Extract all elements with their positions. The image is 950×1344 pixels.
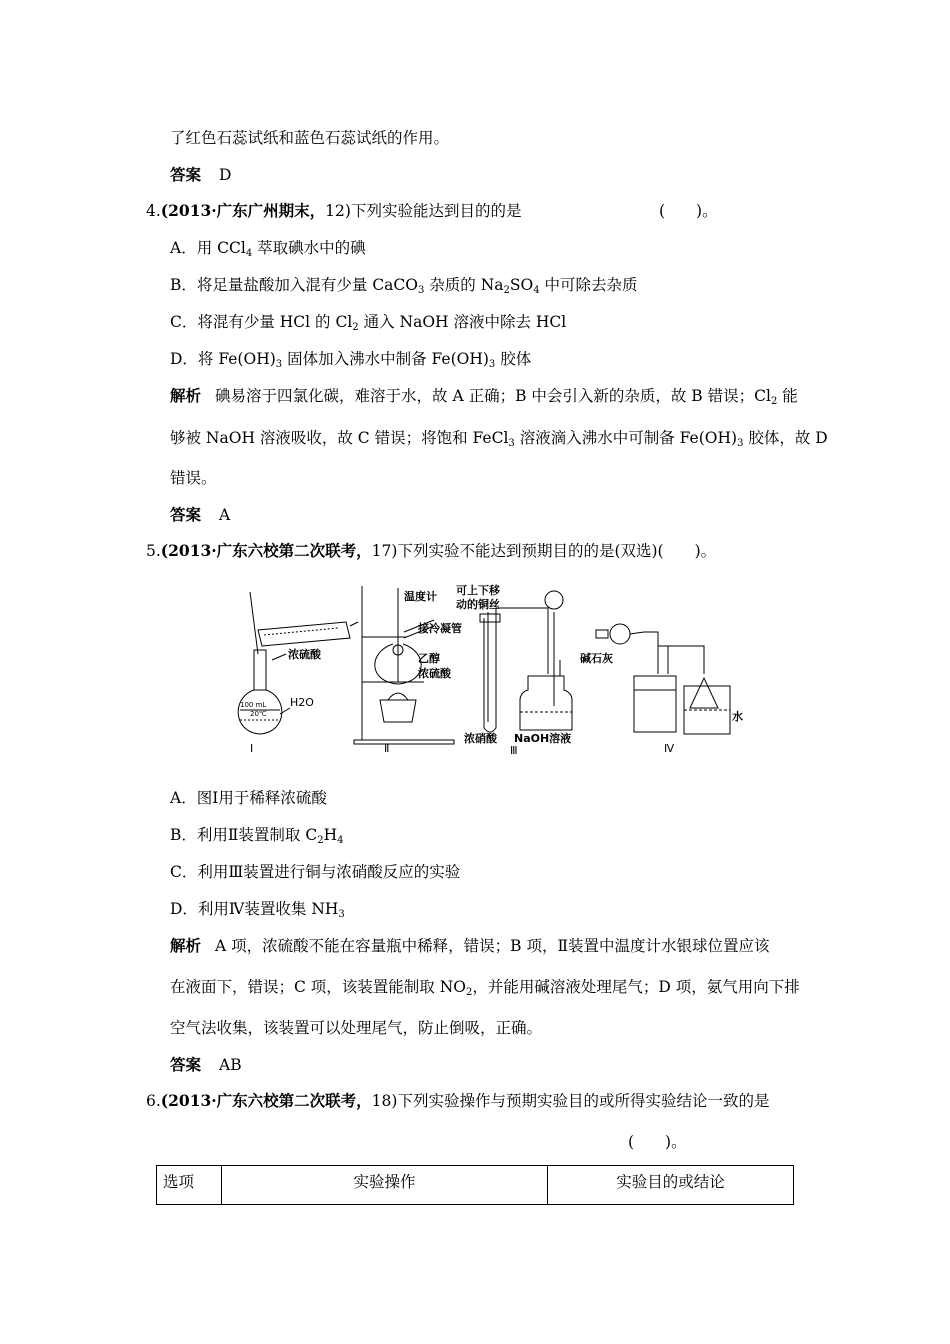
label-fig-2: Ⅱ	[384, 742, 390, 755]
text: 中可除去杂质	[539, 276, 638, 294]
text: C．将混有少量 HCl 的 Cl	[170, 313, 353, 331]
explanation-line-2	[170, 977, 800, 997]
label-condenser: 接冷凝管	[418, 622, 462, 635]
explanation-label: 解析	[170, 386, 202, 405]
text: 通入 NaOH 溶液中除去 HCl	[358, 313, 567, 331]
question-source: (2013·广东六校第二次联考，	[160, 541, 372, 560]
label-cu-wire-1: 可上下移	[456, 584, 500, 597]
explanation-line-1	[170, 386, 798, 406]
text: 溶液滴入沸水中可制备 Fe(OH)	[514, 429, 738, 447]
option-c: C．利用Ⅲ装置进行铜与浓硝酸反应的实验	[170, 863, 461, 881]
option-a: A．图Ⅰ用于稀释浓硫酸	[170, 789, 327, 807]
apparatus-4	[596, 624, 730, 734]
option-c	[170, 312, 566, 332]
header-option: 选项	[157, 1166, 222, 1205]
text: 固体加入沸水中制备 Fe(OH)	[282, 350, 489, 368]
question-number: 6.	[146, 1092, 161, 1110]
subscript: 3	[338, 909, 345, 920]
label-fig-4: Ⅳ	[664, 742, 675, 755]
explanation-line-1	[170, 936, 770, 956]
text: D．将 Fe(OH)	[170, 350, 276, 368]
subscript: 2	[317, 835, 324, 846]
answer-line-q3	[170, 165, 231, 185]
header-purpose: 实验目的或结论	[548, 1166, 794, 1205]
answer-line-q5	[170, 1055, 242, 1075]
apparatus-2	[354, 586, 454, 744]
subscript: 3	[488, 359, 496, 370]
explanation-line-2	[170, 428, 828, 448]
option-b	[170, 275, 638, 295]
text: D．利用Ⅳ装置收集 NH	[170, 900, 339, 918]
question-6-stem	[146, 1091, 769, 1111]
option-d	[170, 899, 345, 919]
question-5-stem	[146, 541, 716, 561]
text: 在液面下，错误；C 项，该装置能制取 NO	[170, 978, 466, 996]
question-text: 下列实验能达到目的的是	[350, 202, 522, 220]
text: 杂质的 Na	[424, 276, 504, 294]
option-b	[170, 825, 344, 845]
subscript: 4	[245, 248, 253, 259]
label-conc-h2so4-2: 浓硫酸	[418, 667, 451, 680]
text: 胶体	[495, 350, 532, 368]
text: 能	[777, 387, 798, 405]
text: ，并能用碱溶液处理尾气；D 项，氨气用向下排	[472, 978, 800, 996]
answer-label: 答案	[170, 165, 202, 184]
answer-paren: ( )。	[659, 202, 718, 220]
subscript: 4	[533, 285, 540, 296]
question-source-num: 17)	[371, 542, 398, 560]
label-fig-1: Ⅰ	[250, 742, 254, 755]
label-conc-h2so4: 浓硫酸	[288, 648, 321, 661]
options-table	[156, 1165, 794, 1205]
text: SO	[509, 276, 534, 294]
subscript: 2	[503, 285, 510, 296]
answer-label: 答案	[170, 1055, 202, 1074]
question-number: 4.	[146, 202, 161, 220]
question-number: 5.	[146, 542, 161, 560]
question-source-num: 12)	[325, 202, 351, 220]
explanation-line-3: 错误。	[170, 469, 217, 487]
subscript: 2	[352, 322, 359, 333]
label-h2o: H2O	[290, 696, 314, 709]
label-ethanol: 乙醇	[418, 652, 440, 665]
subscript: 3	[737, 438, 744, 449]
subscript: 3	[418, 285, 425, 296]
question-text: 下列实验不能达到预期目的的是(双选)( )。	[397, 542, 717, 560]
continued-text: 了红色石蕊试纸和蓝色石蕊试纸的作用。	[170, 129, 450, 147]
text: 胶体，故 D	[743, 429, 828, 447]
label-cu-wire-2: 动的铜丝	[456, 598, 500, 611]
question-source: (2013·广东广州期末，	[160, 201, 326, 220]
answer-paren: ( )。	[628, 1133, 687, 1151]
label-thermometer: 温度计	[404, 590, 437, 603]
answer-line-q4	[170, 505, 230, 525]
subscript: 3	[508, 438, 515, 449]
answer-value: AB	[219, 1056, 242, 1074]
answer-label: 答案	[170, 505, 202, 524]
subscript: 2	[466, 987, 473, 998]
table-header-row	[157, 1166, 794, 1205]
label-fig-3: Ⅲ	[510, 744, 518, 757]
header-operation: 实验操作	[222, 1166, 548, 1205]
question-source-num: 18)	[371, 1092, 398, 1110]
label-water: 水	[732, 710, 743, 723]
text: B．利用Ⅱ装置制取 C	[170, 826, 318, 844]
apparatus-figure	[228, 582, 748, 760]
text: 碘易溶于四氯化碳，难溶于水，故 A 正确；B 中会引入新的杂质，故 B 错误；Cl	[215, 387, 771, 405]
text: B．将足量盐酸加入混有少量 CaCO	[170, 276, 418, 294]
text: A 项，浓硫酸不能在容量瓶中稀释，错误；B 项，Ⅱ装置中温度计水银球位置应该	[215, 937, 770, 955]
text: H	[323, 826, 338, 844]
option-d	[170, 349, 531, 369]
option-a	[170, 238, 366, 258]
answer-value: D	[219, 166, 232, 184]
apparatus-3	[480, 591, 572, 732]
label-soda-lime: 碱石灰	[580, 652, 613, 665]
label-flask-volume: 100 mL	[240, 701, 267, 709]
explanation-label: 解析	[170, 936, 202, 955]
answer-value: A	[219, 506, 231, 524]
text: 够被 NaOH 溶液吸收，故 C 错误；将饱和 FeCl	[170, 429, 509, 447]
question-4-stem	[146, 201, 521, 221]
label-conc-hno3: 浓硝酸	[464, 732, 497, 745]
question-source: (2013·广东六校第二次联考，	[160, 1091, 372, 1110]
question-text: 下列实验操作与预期实验目的或所得实验结论一致的是	[397, 1092, 770, 1110]
text: A．用 CCl	[170, 239, 246, 257]
subscript: 3	[275, 359, 283, 370]
label-flask-temp: 20℃	[250, 710, 267, 718]
explanation-line-3: 空气法收集，该装置可以处理尾气，防止倒吸，正确。	[170, 1019, 543, 1037]
subscript: 4	[337, 835, 344, 846]
subscript: 2	[770, 396, 778, 407]
text: 萃取碘水中的碘	[252, 239, 366, 257]
label-naoh: NaOH溶液	[514, 732, 572, 745]
